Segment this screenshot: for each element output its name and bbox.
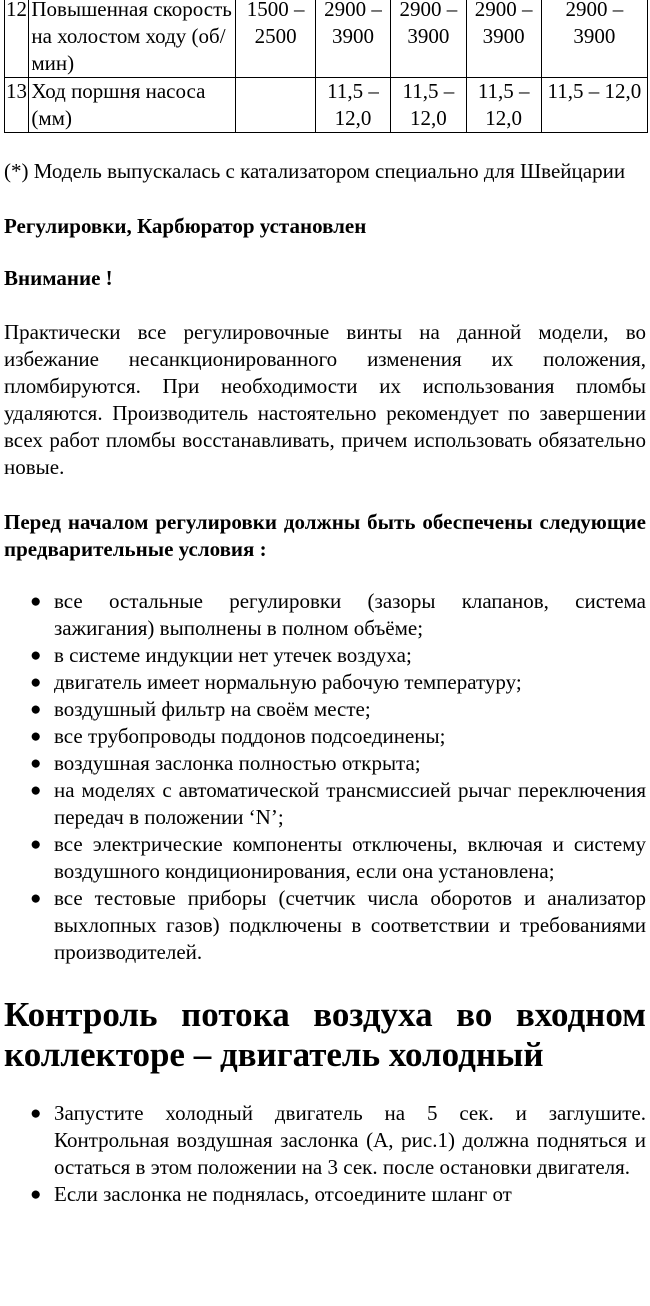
list-item-text: воздушный фильтр на своём месте; [54,697,371,721]
row-value: 1500 – 2500 [236,0,316,78]
list-item-text: все остальные регулировки (зазоры клапанов, система зажигания) выполнены в полном объёме; [54,589,646,640]
list-item-text: Запустите холодный двигатель на 5 сек. и заглушите. Контрольная воздушная заслонка (А, рис.1) должна подняться и остаться в этом положении на 3 сек. после остановки двигателя. [54,1101,646,1179]
row-value: 11,5 – 12,0 [541,78,647,133]
bullet-icon: ● [30,780,42,801]
row-value: 11,5 – 12,0 [315,78,390,133]
spec-table [4,0,648,133]
list-item-text: все электрические компоненты отключены, включая и систему воздушного кондиционирования, если она установлена; [54,832,646,883]
bullet-icon: ● [30,672,42,693]
preconditions-list [4,588,646,966]
row-value [236,78,316,133]
bullet-icon: ● [30,753,42,774]
list-item [4,642,646,669]
list-item [4,885,646,966]
bullet-icon: ● [30,726,42,747]
list-item-text: все трубопроводы поддонов подсоединены; [54,724,446,748]
list-item-text: Если заслонка не поднялась, отсоедините шланг от [54,1182,512,1206]
table-row [5,78,648,133]
bullet-icon: ● [30,1184,42,1205]
heading-attention: Внимание ! [4,266,113,290]
list-item-text: двигатель имеет нормальную рабочую температуру; [54,670,522,694]
document-page [4,0,646,1208]
heading-adjustments: Регулировки, Карбюратор установлен [4,214,367,238]
list-item [4,777,646,831]
body-paragraph: Практически все регулировочные винты на данной модели, во избежание несанкционированного изменения их положения, пломбируются. При необходимости их использования пломбы удаляются. Производитель настоятельно рекомендует по завершении всех работ пломбы восстанавливать, причем использовать обязательно новые. [4,320,646,479]
bullet-icon: ● [30,888,42,909]
steps-list [4,1100,646,1208]
preconditions-heading: Перед началом регулировки должны быть обеспечены следующие предварительные условия : [4,510,646,561]
list-item-text: в системе индукции нет утечек воздуха; [54,643,412,667]
list-item [4,1100,646,1181]
list-item-text: воздушная заслонка полностью открыта; [54,751,421,775]
list-item [4,1181,646,1208]
bullet-icon: ● [30,645,42,666]
row-value: 2900 – 3900 [466,0,541,78]
row-parameter: Повышенная скорость на холостом ходу (об/мин) [29,0,236,78]
row-value: 2900 – 3900 [315,0,390,78]
row-number: 12 [5,0,29,78]
list-item [4,588,646,642]
list-item [4,696,646,723]
row-value: 11,5 – 12,0 [466,78,541,133]
list-item-text: все тестовые приборы (счетчик числа оборотов и анализатор выхлопных газов) подключены в соответствии и требованиями производителей. [54,886,646,964]
list-item [4,723,646,750]
list-item [4,750,646,777]
bullet-icon: ● [30,591,42,612]
table-row [5,0,648,78]
bullet-icon: ● [30,834,42,855]
row-value: 2900 – 3900 [541,0,647,78]
row-value: 11,5 – 12,0 [391,78,466,133]
list-item [4,669,646,696]
list-item [4,831,646,885]
bullet-icon: ● [30,1103,42,1124]
row-value: 2900 – 3900 [391,0,466,78]
row-parameter: Ход поршня насоса (мм) [29,78,236,133]
bullet-icon: ● [30,699,42,720]
list-item-text: на моделях с автоматической трансмиссией рычаг переключения передач в положении ‘N’; [54,778,646,829]
footnote: (*) Модель выпускалась с катализатором специально для Швейцарии [4,159,626,183]
section-title: Контроль потока воздуха во входном коллекторе – двигатель холодный [4,995,646,1074]
row-number: 13 [5,78,29,133]
